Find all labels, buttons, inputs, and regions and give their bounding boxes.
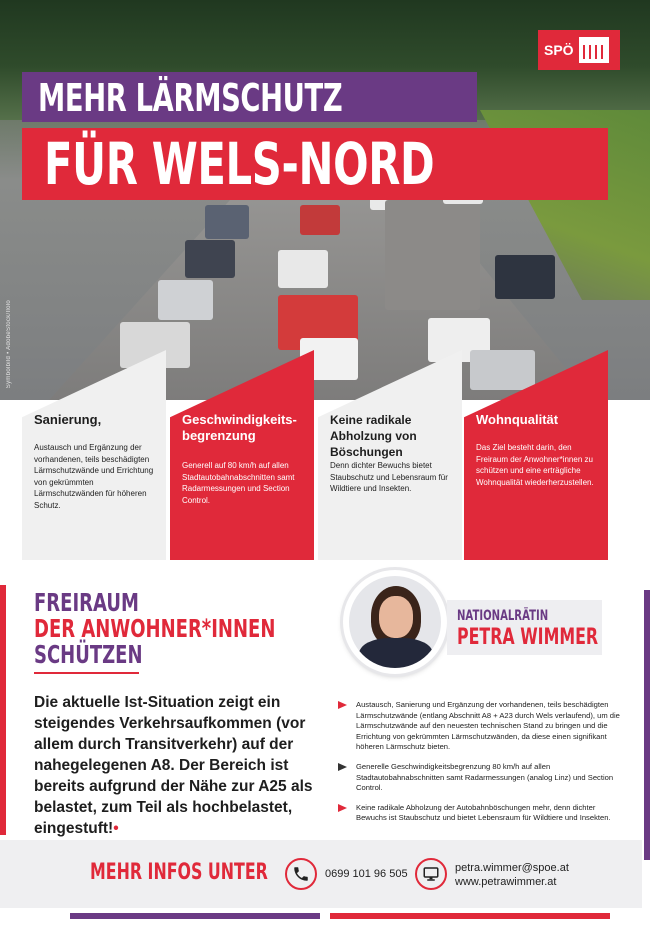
- car: [278, 250, 328, 288]
- parliament-icon: [579, 37, 609, 63]
- feature-card-wohnqualitaet: [464, 350, 608, 560]
- person-label: [447, 600, 602, 655]
- feature-title: Geschwindigkeits-begrenzung: [182, 412, 297, 443]
- lead-paragraph: Die aktuelle Ist-Situation zeigt ein steigendes Verkehrsaufkommen (vor allem durch Transitverkehr) auf der nahegelegenen A8. Der Bereich ist bereits aufgrund der Nähe zur A25 als belastet, zum Teil als hochbelastet, eingestuft!•: [34, 694, 313, 837]
- heading-underline: [34, 672, 139, 674]
- car: [495, 255, 555, 299]
- headline-line2: FÜR WELS-NORD: [22, 128, 608, 200]
- contact-footer: [0, 840, 642, 908]
- car: [300, 205, 340, 235]
- left-accent-bar: [0, 585, 6, 835]
- person-role: NATIONALRÄTIN: [457, 608, 549, 624]
- car: [185, 240, 235, 278]
- feature-card-abholzung: [318, 350, 462, 560]
- feature-title: Keine radikale Abholzung von Böschungen: [330, 413, 417, 459]
- car: [205, 205, 249, 239]
- spoe-logo: SPÖ: [538, 30, 620, 70]
- arrow-bullet-icon: [338, 804, 347, 812]
- portrait-photo: [343, 570, 447, 674]
- feature-title: Sanierung,: [34, 412, 102, 427]
- arrow-bullet-icon: [338, 763, 347, 771]
- photo-credit: Symbolbild • AdobeStock/Ilolo: [6, 300, 12, 389]
- headline-line1: MEHR LÄRMSCHUTZ: [22, 72, 477, 122]
- more-info-label: MEHR INFOS UNTER: [90, 860, 268, 885]
- feature-card-geschwindigkeit: [170, 350, 314, 560]
- car: [158, 280, 213, 320]
- person-name: PETRA WIMMER: [457, 625, 599, 650]
- feature-card-sanierung: [22, 350, 166, 560]
- website-link[interactable]: www.petrawimmer.at: [455, 876, 557, 888]
- feature-body: Austausch und Ergänzung der vorhandenen, teils beschädigten Lärmschutzwände und Errichtung von gekrümmten Lärmschutzwänden für höheren Schutz.: [34, 443, 154, 510]
- list-item: Generelle Geschwindigkeitsbegrenzung 80 km/h auf allen Stadtautobahnabschnitten samt Radarmessungen (analog Linz) und Section Control.: [338, 762, 623, 794]
- section-heading: FREIRAUM DER ANWOHNER*INNEN SCHÜTZEN: [34, 588, 276, 669]
- demand-list: [338, 700, 623, 833]
- feature-body: Das Ziel besteht darin, den Freiraum der Anwohner*innen zu schützen und eine erträgliche Wohnqualität wiederherzustellen.: [476, 443, 594, 487]
- computer-icon: [415, 858, 447, 890]
- email-link[interactable]: petra.wimmer@spoe.at: [455, 862, 569, 874]
- feature-body: Denn dichter Bewuchs bietet Staubschutz und Lebensraum für Wildtiere und Insekten.: [330, 461, 448, 493]
- phone-icon: [285, 858, 317, 890]
- truck: [385, 200, 480, 310]
- list-item: Austausch, Sanierung und Ergänzung der vorhandenen, teils beschädigten Lärmschutzwände (entlang Abschnitt A8 + A23 durch Wels verlaufend), um die Lärmschutzwände auf den neuesten technischen Stand zu bringen und die Errichtung von gekrümmten Lärmschutzwänden, da diese einen signifikant höheren Lärmschutz bieten.: [338, 700, 623, 753]
- feature-title: Wohnqualität: [476, 412, 559, 427]
- bottom-stripe-purple: [70, 913, 320, 919]
- hero-image: [0, 0, 650, 400]
- phone-number[interactable]: 0699 101 96 505: [325, 868, 408, 880]
- right-accent-bar: [644, 590, 650, 860]
- bottom-stripe-red: [330, 913, 610, 919]
- list-item: Keine radikale Abholzung der Autobahnböschungen mehr, denn dichter Bewuchs ist Staubschutz und bietet Lebensraum für Wildtiere und Insekten.: [338, 803, 623, 824]
- feature-body: Generell auf 80 km/h auf allen Stadtautobahnabschnitten samt Radarmessungen und Section Control.: [182, 461, 295, 505]
- web-contact: [455, 861, 569, 889]
- arrow-bullet-icon: [338, 701, 347, 709]
